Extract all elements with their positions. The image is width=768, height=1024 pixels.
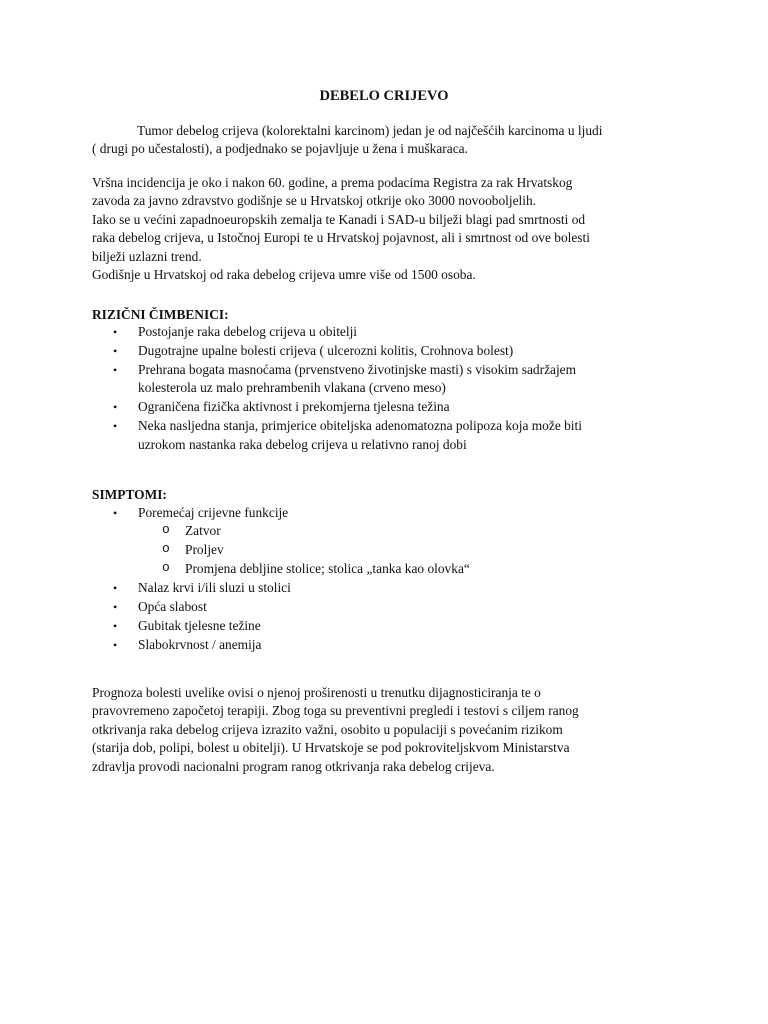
list-item-text: Slabokrvnost / anemija	[138, 637, 262, 653]
prognosis-line: zdravlja provodi nacionalni program ranog otkrivanja raka debelog crijeva.	[92, 758, 495, 774]
incidence-paragraph	[92, 174, 682, 284]
list-item-text: Dugotrajne upalne bolesti crijeva ( ulcerozni kolitis, Crohnova bolest)	[138, 343, 514, 358]
sub-bullet-icon: o	[162, 522, 170, 538]
prognosis-line: Prognoza bolesti uvelike ovisi o njenoj proširenosti u trenutku dijagnosticiranja te o	[92, 685, 541, 700]
list-item	[92, 579, 692, 597]
prognosis-paragraph	[92, 684, 682, 776]
list-item-text: Poremećaj crijevne funkcije	[138, 505, 289, 520]
list-item-text: Ograničena fizička aktivnost i prekomjerna tjelesna težina	[138, 399, 450, 415]
list-item-text: Postojanje raka debelog crijeva u obitelji	[138, 324, 358, 339]
list-item	[92, 323, 692, 341]
list-item	[92, 598, 692, 616]
bullet-icon: •	[113, 619, 118, 634]
bullet-icon: •	[113, 600, 118, 615]
list-item-text: Gubitak tjelesne težine	[138, 618, 261, 634]
bullet-icon: •	[113, 400, 118, 415]
bullet-icon: •	[113, 363, 118, 377]
intro-line: Tumor debelog crijeva (kolorektalni karcinom) jedan je od najčešćih karcinoma u ljudi	[137, 123, 603, 138]
prognosis-line: otkrivanja raka debelog crijeva izrazito važni, osobito u populaciji s povećanim rizikom	[92, 721, 563, 737]
bullet-icon: •	[113, 419, 118, 434]
list-item	[92, 398, 692, 416]
list-item-text: Nalaz krvi i/ili sluzi u stolici	[138, 580, 291, 596]
symptoms-sublist	[138, 522, 692, 578]
symptoms-list	[92, 504, 692, 655]
intro-line: ( drugi po učestalosti), a podjednako se pojavljuje u žena i muškaraca.	[92, 141, 468, 157]
incidence-line: raka debelog crijeva, u Istočnoj Europi te u Hrvatskoj pojavnost, ali i smrtnost od ove bolesti	[92, 230, 590, 246]
list-item	[92, 342, 692, 360]
bullet-icon: •	[113, 325, 118, 339]
sub-list-item	[138, 560, 692, 578]
bullet-icon: •	[113, 344, 118, 358]
intro-paragraph	[92, 122, 682, 159]
prognosis-line: pravovremeno započetoj terapiji. Zbog toga su preventivni pregledi i testovi s ciljem ranog	[92, 703, 579, 719]
prognosis-line: (starija dob, polipi, bolest u obitelji). U Hrvatskoje se pod pokroviteljskvom Ministarstva	[92, 740, 570, 756]
list-item	[92, 636, 692, 654]
incidence-line: Iako se u većini zapadnoeuropskih zemalja te Kanadi i SAD-u bilježi blagi pad smrtnosti od	[92, 211, 586, 227]
symptoms-heading: SIMPTOMI:	[92, 487, 167, 502]
bullet-icon: •	[113, 506, 118, 520]
bullet-icon: •	[113, 581, 118, 596]
incidence-line: bilježi uzlazni trend.	[92, 248, 202, 264]
document-title: DEBELO CRIJEVO	[319, 88, 449, 104]
risk-factors-list	[92, 323, 692, 455]
list-item-text: kolesterola uz malo prehrambenih vlakana (crveno meso)	[138, 380, 446, 396]
sub-list-item-text: Proljev	[185, 542, 224, 558]
sub-list-item-text: Zatvor	[185, 523, 221, 539]
sub-list-item	[138, 522, 692, 540]
bullet-icon: •	[113, 638, 118, 653]
list-item-text: uzrokom nastanka raka debelog crijeva u relativno ranoj dobi	[138, 436, 467, 452]
incidence-line: zavoda za javno zdravstvo godišnje se u Hrvatskoj otkrije oko 3000 novooboljelih.	[92, 193, 537, 209]
list-item-text: Opća slabost	[138, 599, 207, 615]
list-item	[92, 417, 692, 454]
risk-factors-heading: RIZIČNI ČIMBENICI:	[92, 307, 229, 322]
sub-list-item-text: Promjena debljine stolice; stolica „tanka kao olovka“	[185, 561, 470, 577]
sub-bullet-icon: o	[162, 560, 170, 576]
list-item-text: Prehrana bogata masnoćama (prvenstveno životinjske masti) s visokim sadržajem	[138, 362, 577, 377]
incidence-line: Godišnje u Hrvatskoj od raka debelog crijeva umre više od 1500 osoba.	[92, 267, 476, 283]
sub-list-item	[138, 541, 692, 559]
list-item-text: Neka nasljedna stanja, primjerice obiteljska adenomatozna polipoza koja može biti	[138, 418, 582, 434]
list-item	[92, 504, 692, 579]
incidence-line: Vršna incidencija je oko i nakon 60. godine, a prema podacima Registra za rak Hrvatskog	[92, 175, 573, 190]
list-item	[92, 361, 692, 398]
sub-bullet-icon: o	[162, 541, 170, 557]
list-item	[92, 617, 692, 635]
